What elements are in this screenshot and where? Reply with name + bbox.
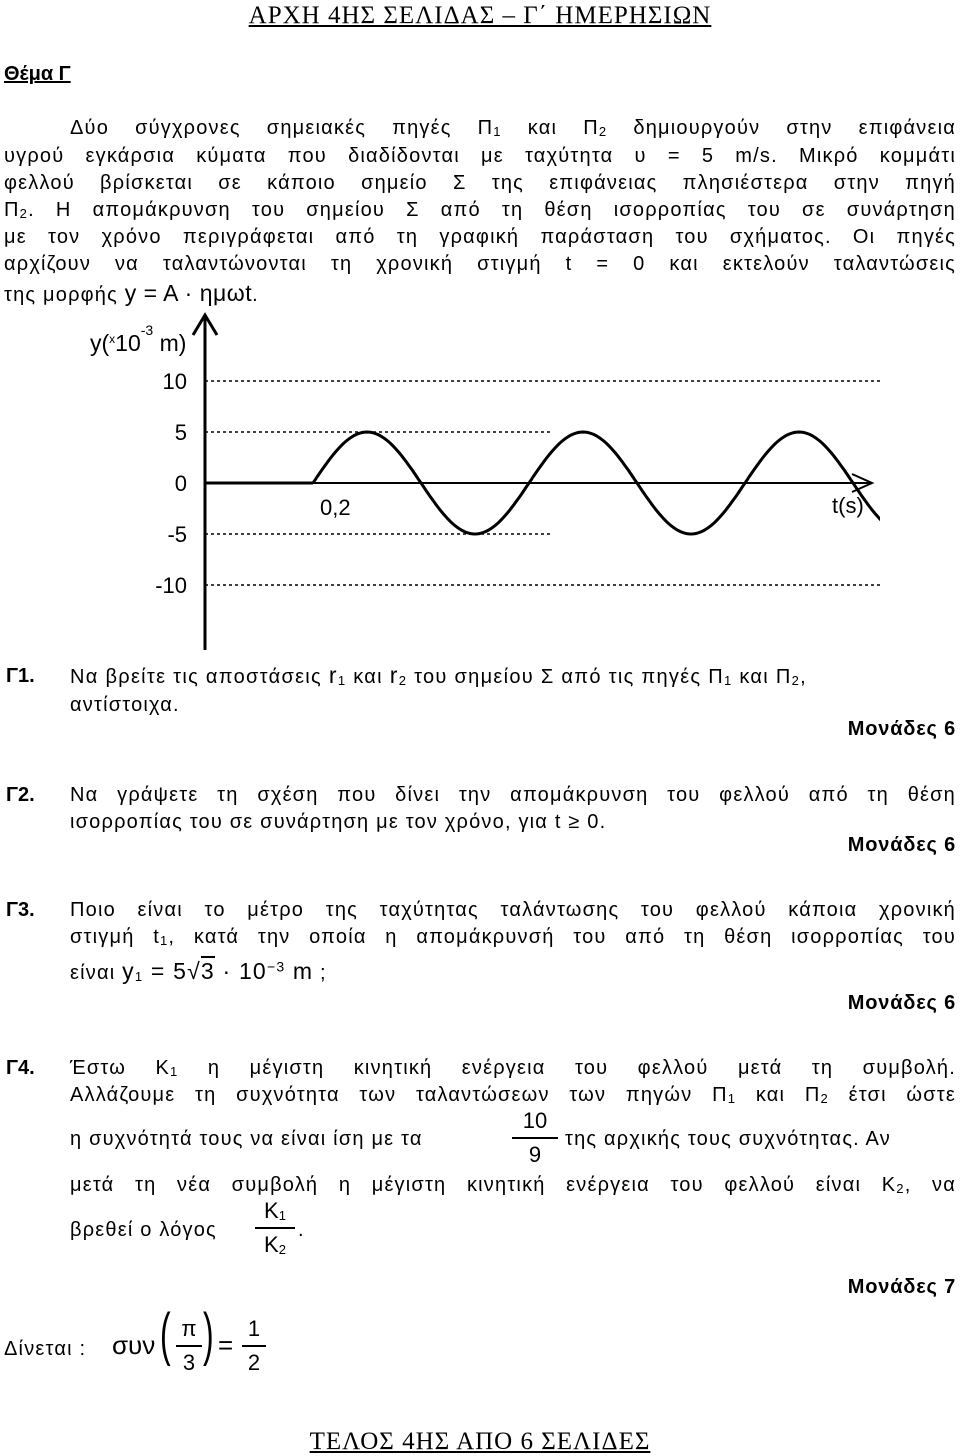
cos-function: συν bbox=[112, 1330, 156, 1360]
question-g4-line-2 bbox=[70, 1084, 956, 1107]
x-axis-label: t(s) bbox=[832, 493, 864, 518]
fraction-10-9 bbox=[512, 1108, 558, 1168]
subscript: 1 bbox=[723, 673, 733, 688]
question-g3-line-2 bbox=[70, 926, 956, 949]
marks-g1: Μονάδες 6 bbox=[847, 718, 956, 740]
result-fraction bbox=[242, 1316, 266, 1376]
question-text: και Π bbox=[732, 666, 792, 688]
fraction-bar bbox=[512, 1137, 558, 1139]
question-g3-line-1: Ποιο είναι το μέτρο της ταχύτητας ταλάντωσης του φελλού κάποια χρονική bbox=[70, 899, 956, 921]
question-text: στιγμή t bbox=[70, 926, 160, 948]
intro-text: δημιουργούν στην επιφάνεια bbox=[607, 117, 956, 139]
y-tick-label: -10 bbox=[155, 573, 187, 598]
marks-g2: Μονάδες 6 bbox=[847, 834, 956, 856]
subscript: 2 bbox=[791, 673, 801, 688]
intro-line-7 bbox=[4, 280, 259, 307]
question-text: του σημείου Σ από τις πηγές Π bbox=[407, 666, 724, 688]
fraction-denominator: 9 bbox=[528, 1142, 542, 1167]
y-tick-label: 10 bbox=[162, 369, 187, 394]
intro-text: Δύο σύγχρονες σημειακές πηγές Π bbox=[70, 117, 494, 139]
page-header: ΑΡΧΗ 4ΗΣ ΣΕΛΙΔΑΣ – Γ΄ ΗΜΕΡΗΣΙΩΝ bbox=[248, 2, 712, 29]
question-text: είναι bbox=[70, 962, 123, 984]
superscript: −3 bbox=[266, 958, 286, 975]
question-g4-line-1 bbox=[70, 1057, 956, 1080]
intro-text: . bbox=[252, 284, 259, 306]
intro-text: Π bbox=[4, 199, 20, 221]
subscript: 1 bbox=[170, 1064, 179, 1079]
question-g3-line-3 bbox=[70, 958, 327, 985]
subscript: 2 bbox=[19, 206, 29, 221]
question-text: Αλλάζουμε τη συχνότητα των ταλαντώσεων των πηγών Π bbox=[70, 1084, 728, 1106]
question-text: και Π bbox=[736, 1084, 821, 1106]
subscript: 1 bbox=[337, 673, 347, 688]
subscript: 2 bbox=[896, 1181, 905, 1196]
intro-line-2: υγρού εγκάρσια κύματα που διαδίδονται με ταχύτητα υ = 5 m/s. Μικρό κομμάτι bbox=[4, 145, 956, 167]
fraction-bar bbox=[242, 1345, 266, 1347]
y-axis-label: $y(^x10^{-3}$ m) bbox=[90, 322, 187, 356]
page-footer: ΤΕΛΟΣ 4ΗΣ ΑΠΟ 6 ΣΕΛΙΔΕΣ bbox=[309, 1428, 651, 1455]
ratio-denominator: $K_2$ bbox=[264, 1232, 286, 1257]
math-unit: m bbox=[285, 958, 314, 984]
math-symbol: y bbox=[122, 958, 135, 984]
question-g1-line-1 bbox=[70, 662, 956, 689]
fraction-numerator: π bbox=[181, 1316, 197, 1341]
question-g2-line-1: Να γράψετε τη σχέση που δίνει την απομάκρυνση του φελλού από τη θέση bbox=[70, 784, 956, 806]
given-label: Δίνεται : bbox=[4, 1338, 87, 1360]
right-paren: ) bbox=[203, 1302, 214, 1367]
fraction-denominator: 2 bbox=[247, 1350, 261, 1375]
intro-text: και Π bbox=[501, 117, 599, 139]
section-title: Θέμα Γ bbox=[4, 63, 71, 85]
sqrt-symbol: √ bbox=[187, 958, 201, 984]
question-g4-line-4 bbox=[70, 1174, 956, 1197]
question-label-g4: Γ4. bbox=[6, 1057, 35, 1079]
question-text: έτσι ώστε bbox=[828, 1084, 956, 1106]
intro-line-1 bbox=[70, 117, 956, 140]
question-text: , κατά την οποία η απομάκρυνσή του από τη θέση ισορροπίας του bbox=[168, 926, 956, 948]
fraction-bar bbox=[176, 1345, 202, 1347]
question-text: και bbox=[346, 666, 390, 688]
y-tick-label: 0 bbox=[174, 471, 187, 496]
subscript: 2 bbox=[598, 124, 608, 139]
math-expression: = 5 bbox=[143, 958, 188, 984]
y-tick-label: 5 bbox=[174, 420, 187, 445]
marks-g3: Μονάδες 6 bbox=[847, 992, 956, 1014]
ratio-numerator: $K_1$ bbox=[264, 1198, 286, 1223]
fraction-numerator: 10 bbox=[522, 1108, 548, 1133]
math-expression: · 10 bbox=[214, 958, 267, 984]
subscript: 1 bbox=[727, 1091, 737, 1106]
question-text: Έστω Κ bbox=[70, 1057, 171, 1079]
subscript: 1 bbox=[493, 124, 502, 139]
question-text: η μέγιστη κινητική ενέργεια του φελλού μετά τη συμβολή. bbox=[178, 1057, 956, 1079]
y-tick-label: -5 bbox=[167, 522, 187, 547]
marks-g4: Μονάδες 7 bbox=[847, 1276, 956, 1298]
intro-line-3: φελλού βρίσκεται σε κάποιο σημείο Σ της επιφάνειας πλησιέστερα στην πηγή bbox=[4, 172, 956, 194]
math-symbol: r bbox=[389, 662, 399, 688]
fraction-denominator: 3 bbox=[182, 1350, 196, 1375]
subscript: 1 bbox=[159, 933, 169, 948]
subscript: 1 bbox=[134, 969, 144, 984]
ratio-period: . bbox=[298, 1219, 305, 1241]
question-text: μετά τη νέα συμβολή η μέγιστη κινητική ενέργεια του φελλού είναι Κ bbox=[70, 1174, 897, 1196]
intro-text: . Η απομάκρυνση του σημείου Σ από τη θέση ισορροπίας του σε συνάρτηση bbox=[28, 199, 956, 221]
x-tick-label: 0,2 bbox=[320, 495, 351, 520]
intro-line-4 bbox=[4, 199, 956, 222]
question-g4-line-3a: η συχνότητά τους να είναι ίση με τα bbox=[70, 1128, 423, 1150]
subscript: 2 bbox=[820, 1091, 829, 1106]
motion-equation: y = A · ημωt bbox=[124, 280, 253, 306]
intro-text: της μορφής bbox=[4, 284, 125, 306]
question-label-g2: Γ2. bbox=[6, 784, 35, 806]
question-label-g3: Γ3. bbox=[6, 899, 35, 921]
question-g1-line-2: αντίστοιχα. bbox=[70, 694, 180, 716]
left-paren: ( bbox=[160, 1302, 171, 1367]
question-g4-line-3b: της αρχικής τους συχνότητας. Αν bbox=[565, 1128, 891, 1150]
ratio-k1-k2 bbox=[255, 1198, 295, 1258]
cos-argument-fraction bbox=[176, 1316, 202, 1376]
question-label-g1: Γ1. bbox=[6, 665, 35, 687]
math-symbol: r bbox=[328, 662, 338, 688]
sqrt-radicand: 3 bbox=[200, 958, 215, 984]
question-g2-line-2: ισορροπίας του σε συνάρτηση με τον χρόνο, για t ≥ 0. bbox=[70, 811, 607, 833]
fraction-numerator: 1 bbox=[247, 1316, 261, 1341]
question-text: , bbox=[800, 666, 807, 688]
question-text: ; bbox=[313, 962, 327, 984]
subscript: 2 bbox=[398, 673, 408, 688]
question-text: Να βρείτε τις αποστάσεις bbox=[70, 666, 329, 688]
equals-sign: = bbox=[218, 1330, 234, 1360]
question-text: , να bbox=[904, 1174, 956, 1196]
intro-line-6: αρχίζουν να ταλαντώνονται τη χρονική στιγμή t = 0 και εκτελούν ταλαντώσεις bbox=[4, 253, 956, 275]
fraction-bar bbox=[255, 1227, 295, 1229]
question-g4-line-5: βρεθεί ο λόγος bbox=[70, 1219, 217, 1241]
displacement-time-chart bbox=[80, 305, 880, 655]
intro-line-5: με τον χρόνο περιγράφεται από τη γραφική παράσταση του σχήματος. Οι πηγές bbox=[4, 226, 956, 248]
